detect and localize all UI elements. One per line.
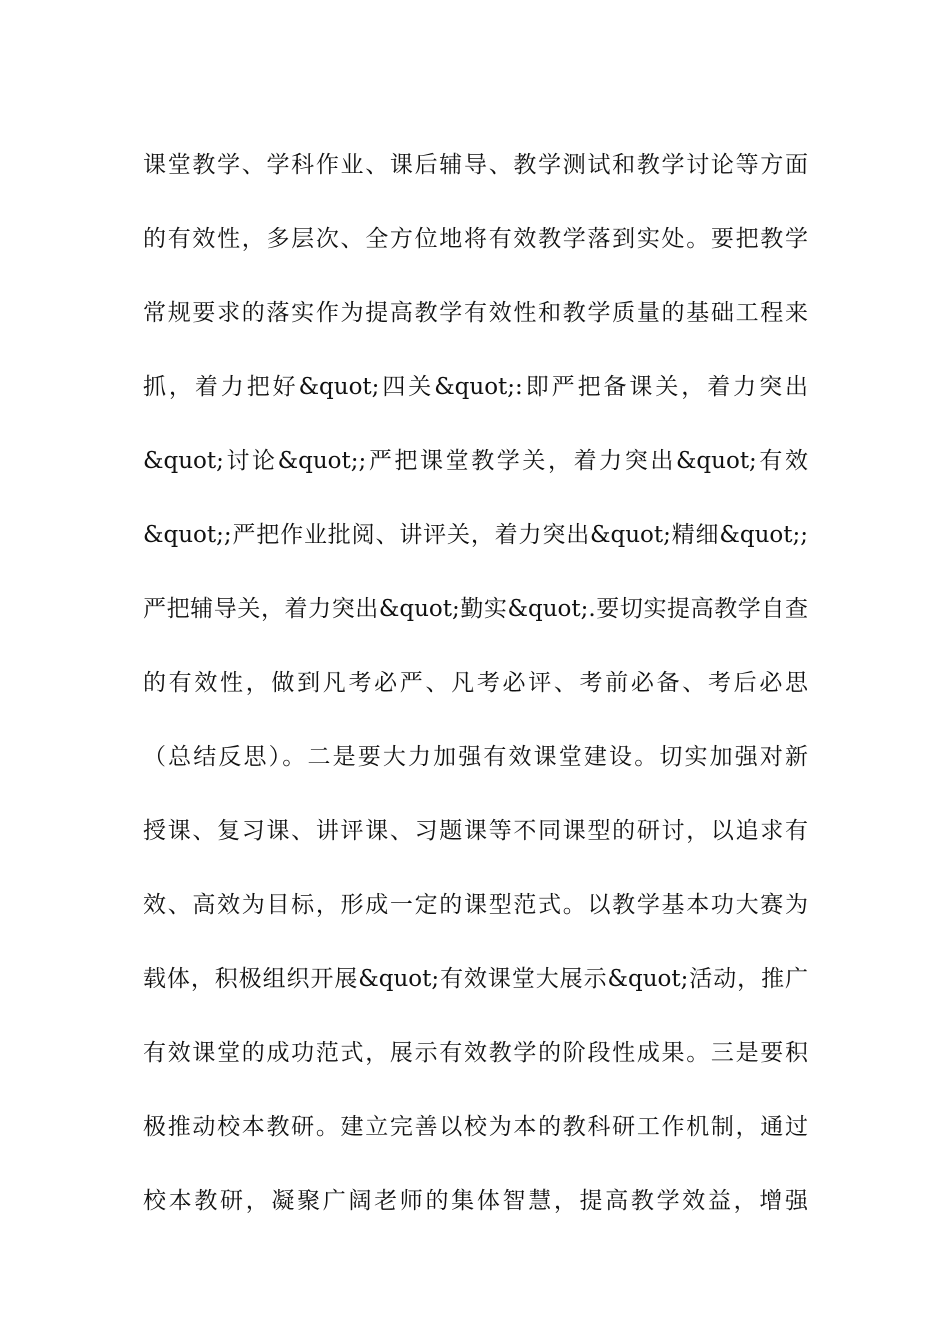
text-line: 校本教研，凝聚广阔老师的集体智慧，提高教学效益，增强 (143, 1188, 808, 1214)
text-line: 课堂教学、学科作业、课后辅导、教学测试和教学讨论等方面 (143, 152, 808, 178)
text-line: 授课、复习课、讲评课、习题课等不同课型的研讨，以追求有 (143, 818, 808, 844)
text-line: 抓，着力把好&quot;四关&quot;:即严把备课关，着力突出 (143, 374, 808, 400)
body-text (143, 128, 808, 1238)
text-line: （总结反思）。二是要大力加强有效课堂建设。切实加强对新 (143, 744, 808, 770)
text-line: 有效课堂的成功范式，展示有效教学的阶段性成果。三是要积 (143, 1040, 808, 1066)
text-line: 常规要求的落实作为提高教学有效性和教学质量的基础工程来 (143, 300, 808, 326)
text-line: 极推动校本教研。建立完善以校为本的教科研工作机制，通过 (143, 1114, 808, 1140)
text-line: 的有效性，多层次、全方位地将有效教学落到实处。要把教学 (143, 226, 808, 252)
text-line: 载体，积极组织开展&quot;有效课堂大展示&quot;活动，推广 (143, 966, 808, 992)
text-line: 严把辅导关，着力突出&quot;勤实&quot;.要切实提高教学自查 (143, 596, 808, 622)
text-line: 的有效性，做到凡考必严、凡考必评、考前必备、考后必思 (143, 670, 808, 696)
text-line: 效、高效为目标，形成一定的课型范式。以教学基本功大赛为 (143, 892, 808, 918)
text-line: &quot;讨论&quot;;严把课堂教学关，着力突出&quot;有效 (143, 448, 808, 474)
text-line: &quot;;严把作业批阅、讲评关，着力突出&quot;精细&quot;; (143, 522, 808, 548)
